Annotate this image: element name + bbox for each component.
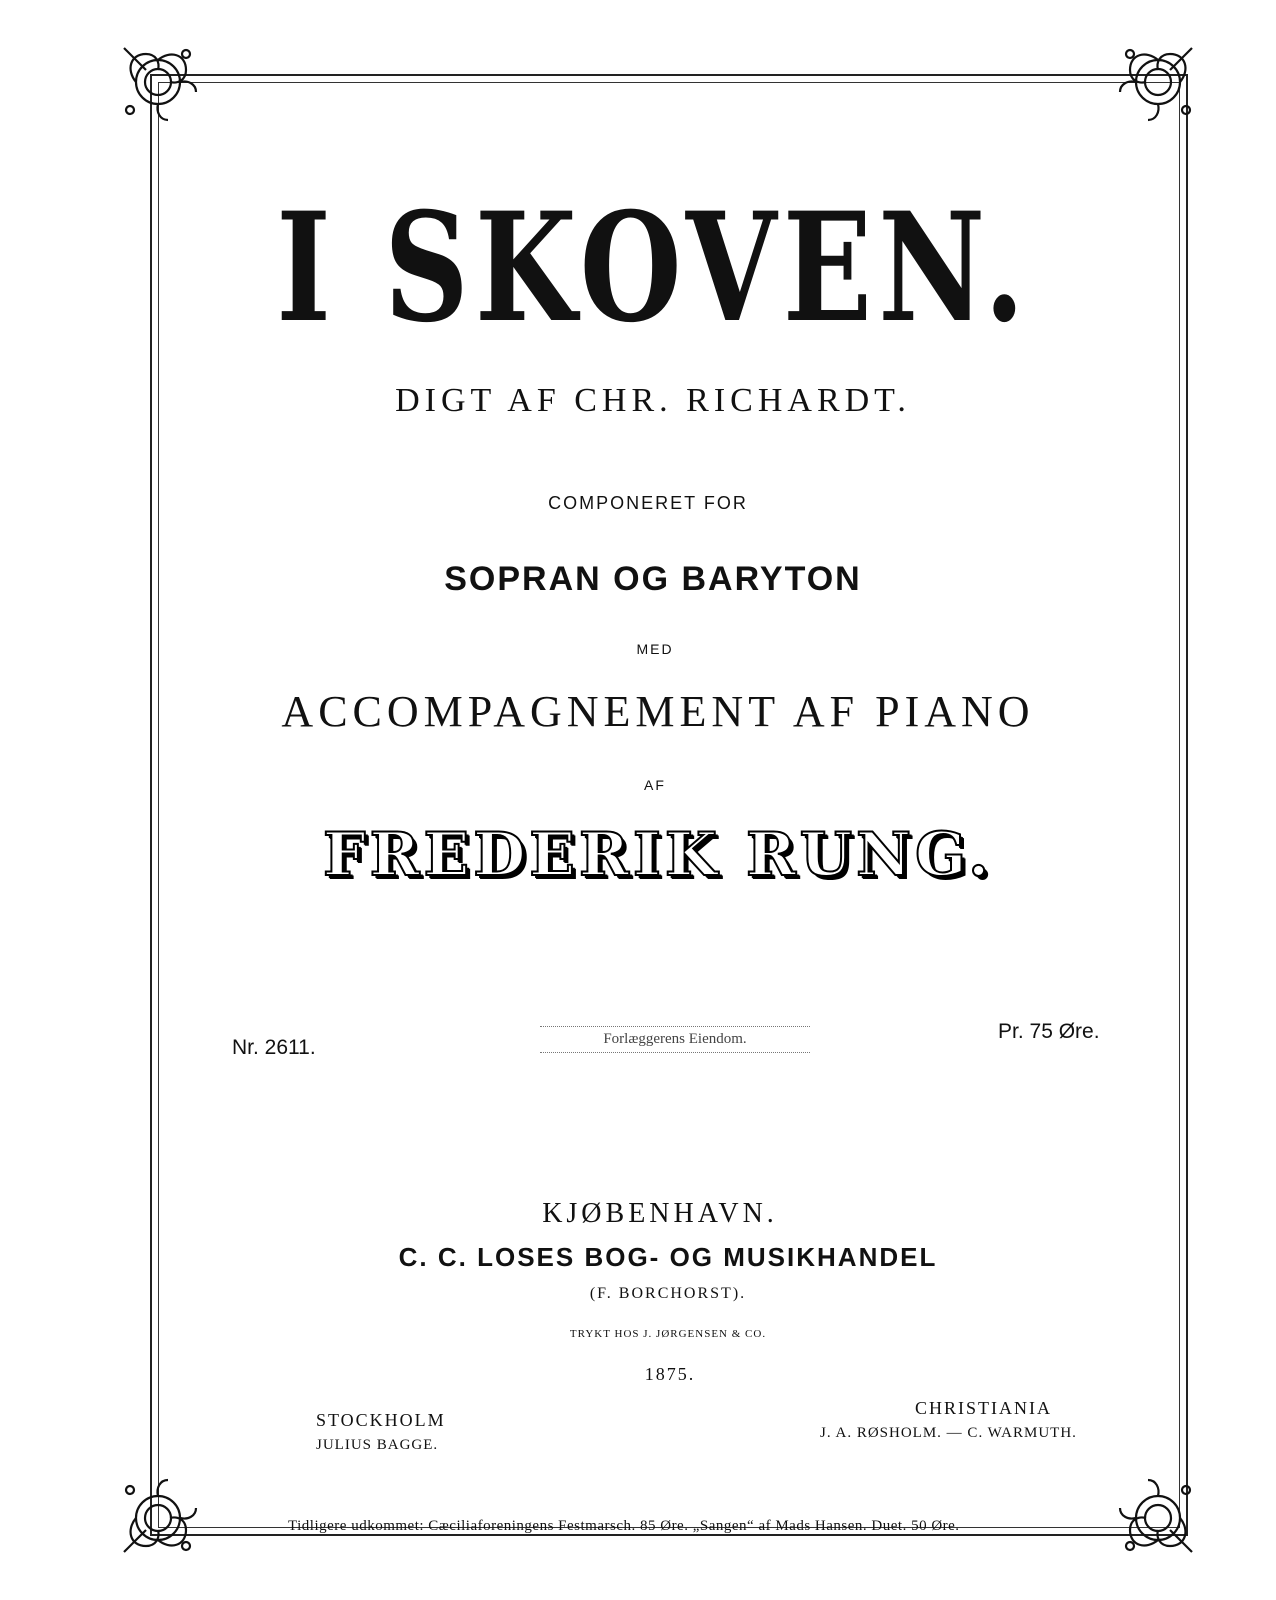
publisher-owner: (F. BORCHORST). (589, 1285, 747, 1302)
publisher-name: C. C. LOSES BOG- OG MUSIKHANDEL (398, 1242, 938, 1272)
by-label: AF (644, 777, 666, 793)
page-title: I SKOVEN. (276, 180, 1031, 356)
ownership-note: Forlæggerens Eiendom. (540, 1026, 810, 1053)
agent-city: STOCKHOLM (316, 1410, 446, 1430)
publication-year: 1875. (644, 1364, 696, 1384)
corner-ornament-icon (116, 1476, 200, 1560)
accompaniment-heading: ACCOMPAGNEMENT AF PIANO (281, 687, 1035, 736)
corner-ornament-icon (116, 40, 200, 124)
price-label: Pr. 75 Øre. (998, 1020, 1100, 1043)
publisher-city: KJØBENHAVN. (542, 1198, 778, 1229)
composed-for-label: COMPONERET FOR (548, 493, 748, 513)
agent-name: JULIUS BAGGE. (316, 1437, 439, 1453)
printer-line: TRYKT HOS J. JØRGENSEN & CO. (569, 1328, 767, 1340)
agent-city: CHRISTIANIA (914, 1398, 1052, 1418)
agent-name: J. A. RØSHOLM. — C. WARMUTH. (820, 1425, 1077, 1441)
corner-ornament-icon (1116, 1476, 1200, 1560)
corner-ornament-icon (1116, 40, 1200, 124)
previously-published-note: Tidligere udkommet: Cæciliaforeningens Festmarsch. 85 Øre. „Sangen“ af Mads Hansen. Duet. 50 Øre. (288, 1518, 960, 1534)
with-label: MED (636, 641, 674, 657)
agent-christiania (820, 1398, 1077, 1442)
catalog-number: Nr. 2611. (232, 1036, 316, 1059)
voices-heading: SOPRAN OG BARYTON (444, 560, 862, 598)
agent-stockholm (316, 1410, 446, 1454)
poet-line: DIGT AF CHR. RICHARDT. (395, 382, 911, 419)
composer-name: FREDERIK RUNG. (323, 820, 993, 890)
